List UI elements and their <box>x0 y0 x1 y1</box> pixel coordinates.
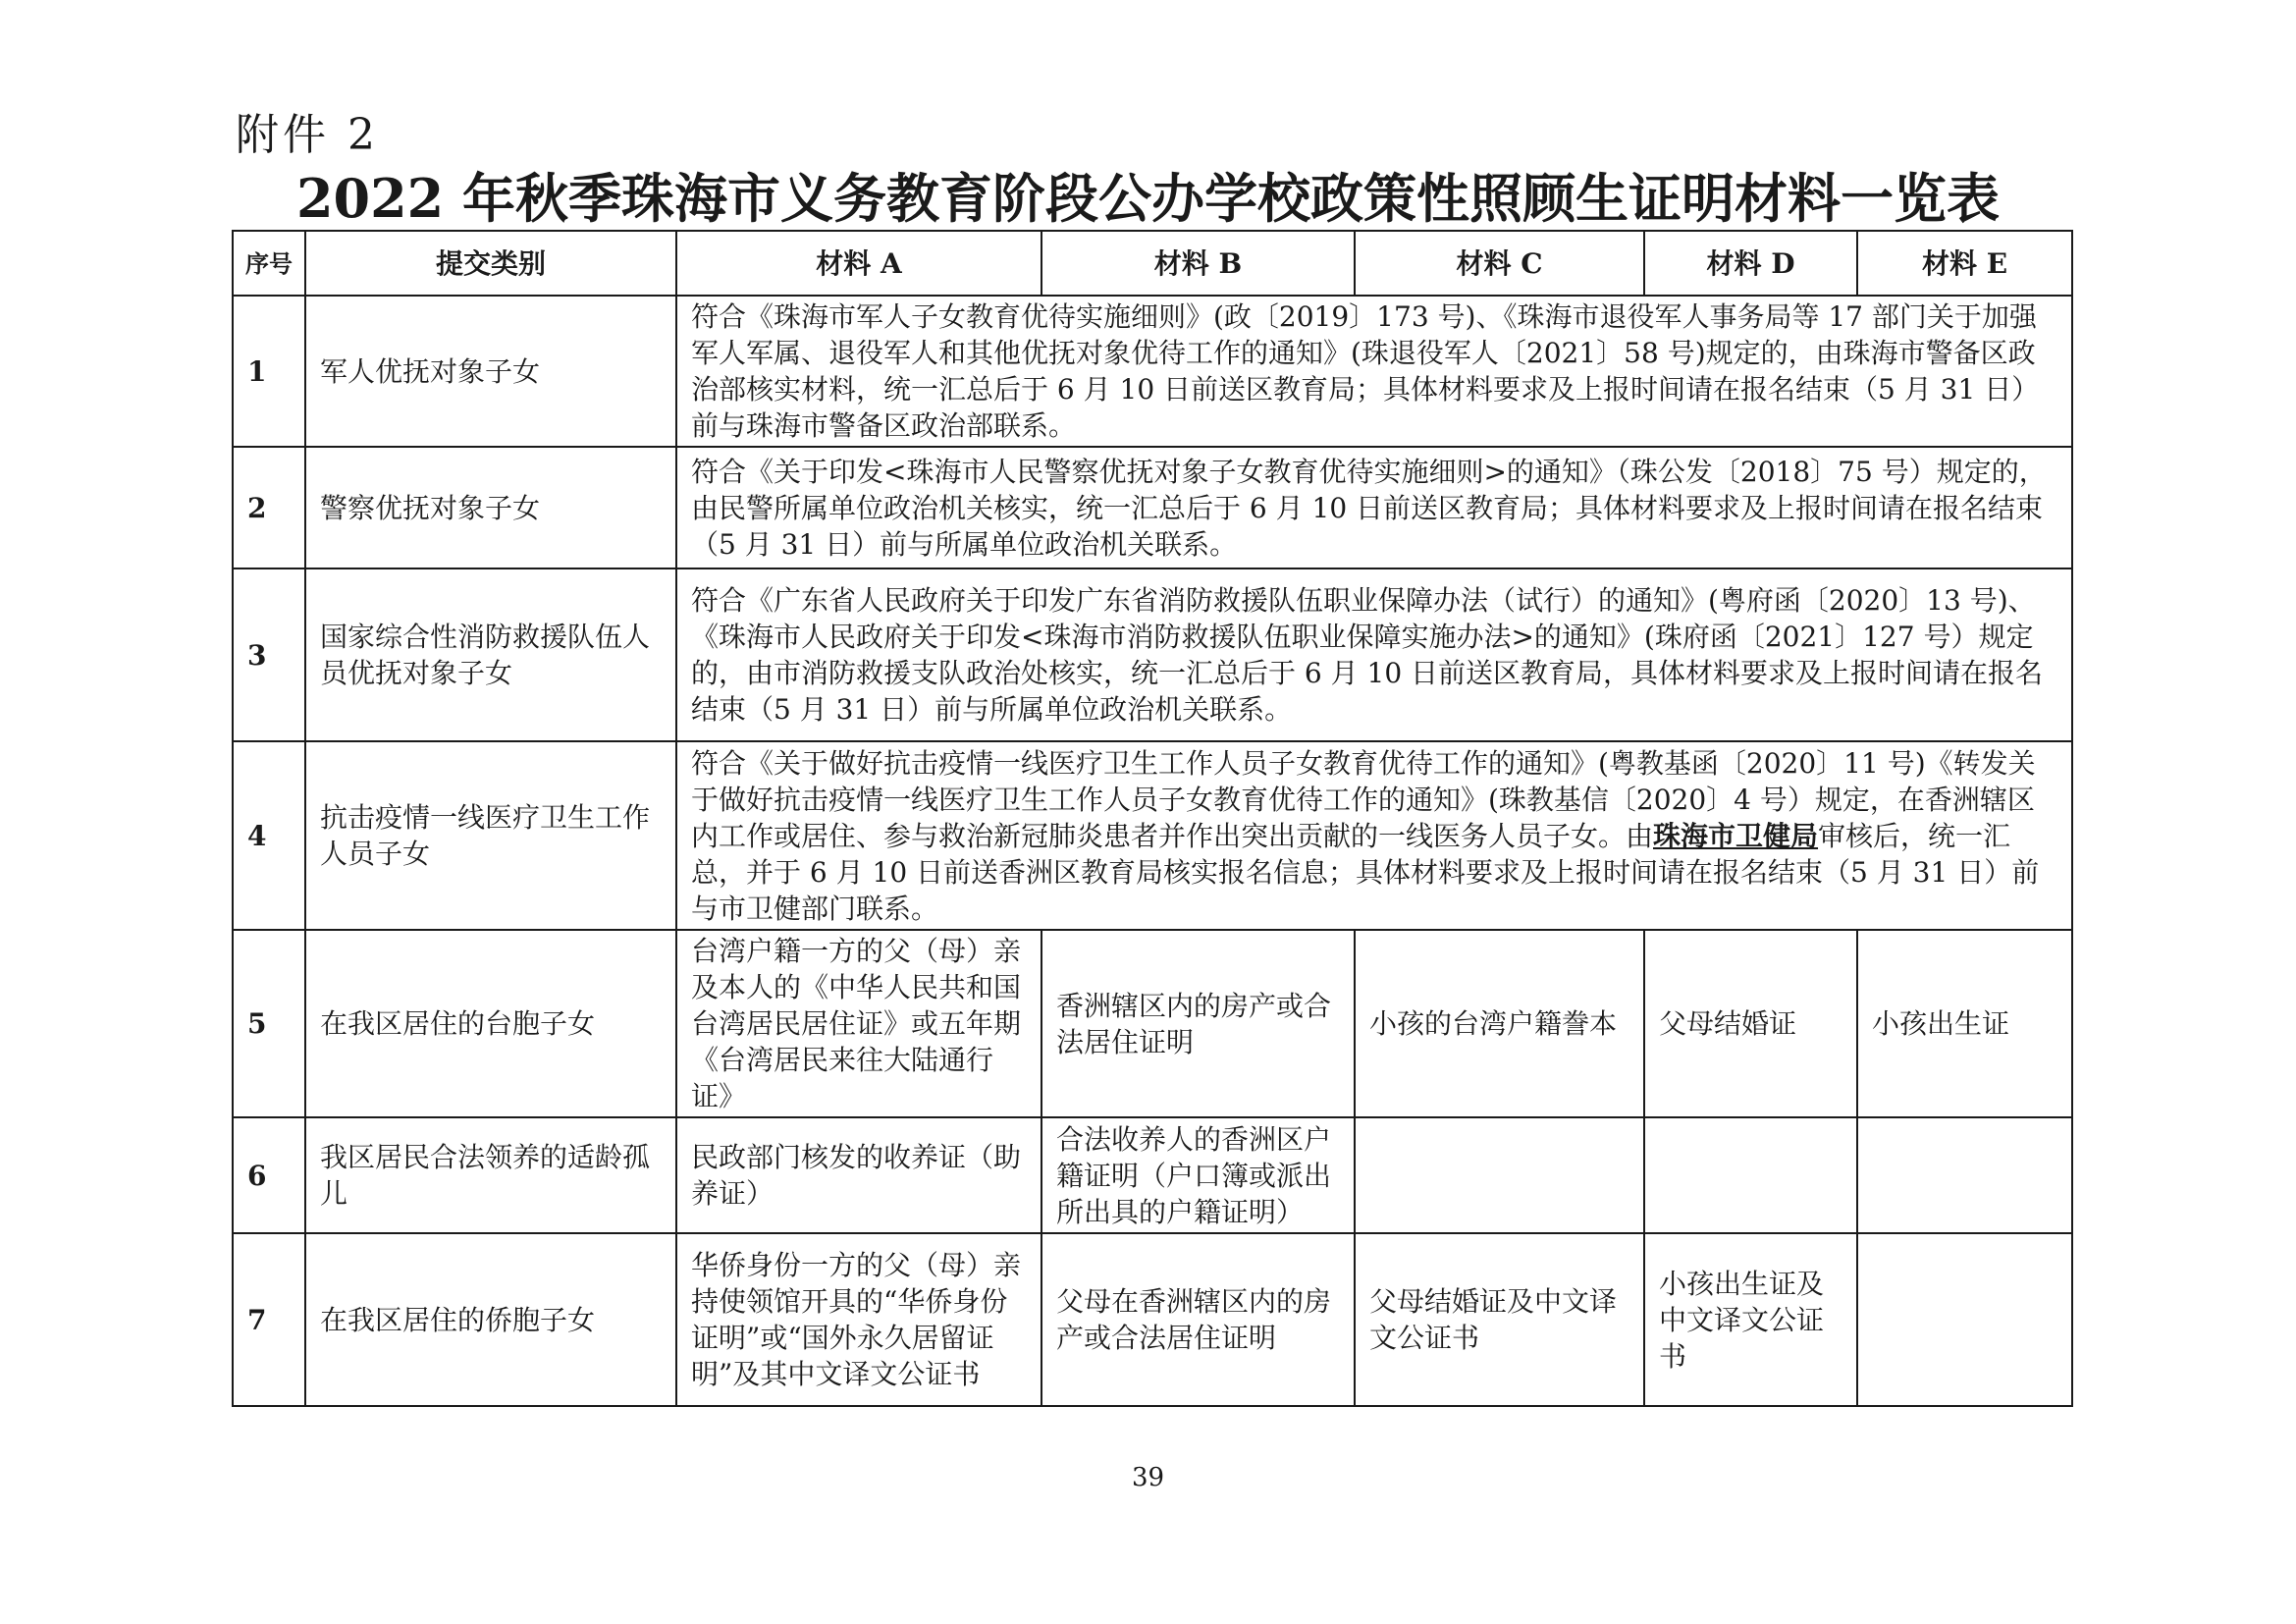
page-number: 39 <box>1131 1463 1165 1492</box>
table-row <box>233 296 2072 447</box>
row-number: 6 <box>233 1117 305 1233</box>
row-material-c <box>1355 1117 1644 1233</box>
row-number: 5 <box>233 930 305 1117</box>
header-material-e: 材料 E <box>1857 231 2072 296</box>
materials-table <box>232 230 2073 1407</box>
health-bureau-highlight: 珠海市卫健局 <box>1653 819 1819 852</box>
row-material-b: 香洲辖区内的房产或合法居住证明 <box>1041 930 1355 1117</box>
row-number: 4 <box>233 741 305 930</box>
header-material-a: 材料 A <box>676 231 1041 296</box>
row-material-a: 台湾户籍一方的父（母）亲及本人的《中华人民共和国台湾居民居住证》或五年期《台湾居民来往大陆通行证》 <box>676 930 1041 1117</box>
row-number: 1 <box>233 296 305 447</box>
row-number: 2 <box>233 447 305 568</box>
header-serial: 序号 <box>233 231 305 296</box>
row-category: 在我区居住的台胞子女 <box>305 930 676 1117</box>
table-row <box>233 741 2072 930</box>
row-number: 3 <box>233 568 305 741</box>
row-category: 国家综合性消防救援队伍人员优抚对象子女 <box>305 568 676 741</box>
table-row <box>233 447 2072 568</box>
table-row <box>233 1233 2072 1406</box>
table-row <box>233 1117 2072 1233</box>
combined-text-before: 符合《关于做好抗击疫情一线医疗卫生工作人员子女教育优待工作的通知》(粤教基函〔2020〕11 号)《转发关于做好抗击疫情一线医疗卫生工作人员子女教育优待工作的通知》(珠教基信〔2020〕4 号）规定，在香洲辖区内工作或居住、参与救治新冠肺炎患者并作出突出贡献的一线医务人员子女。由 <box>691 746 2036 852</box>
row-material-c: 父母结婚证及中文译文公证书 <box>1355 1233 1644 1406</box>
row-category: 军人优抚对象子女 <box>305 296 676 447</box>
header-material-d: 材料 D <box>1644 231 1857 296</box>
row-material-c: 小孩的台湾户籍誊本 <box>1355 930 1644 1117</box>
row-category: 在我区居住的侨胞子女 <box>305 1233 676 1406</box>
combined-text-after: 审核后，统一汇总，并于 6 月 10 日前送香洲区教育局核实报名信息；具体材料要求及上报时间请在报名结束（5 月 31 日）前与市卫健部门联系。 <box>691 819 2040 925</box>
table-row <box>233 568 2072 741</box>
row-material-d: 父母结婚证 <box>1644 930 1857 1117</box>
header-category: 提交类别 <box>305 231 676 296</box>
header-row <box>233 231 2072 296</box>
row-combined-materials: 符合《关于印发<珠海市人民警察优抚对象子女教育优待实施细则>的通知》（珠公发〔2018〕75 号）规定的，由民警所属单位政治机关核实，统一汇总后于 6 月 10 日前送区教育局；具体材料要求及上报时间请在报名结束（5 月 31 日）前与所属单位政治机关联系。 <box>676 447 2072 568</box>
row-material-a: 民政部门核发的收养证（助养证） <box>676 1117 1041 1233</box>
row-material-d <box>1644 1117 1857 1233</box>
row-material-e <box>1857 1117 2072 1233</box>
page-title: 2022 年秋季珠海市义务教育阶段公办学校政策性照顾生证明材料一览表 <box>295 167 2001 230</box>
row-material-a: 华侨身份一方的父（母）亲持使领馆开具的“华侨身份证明”或“国外永久居留证明”及其中文译文公证书 <box>676 1233 1041 1406</box>
row-category: 抗击疫情一线医疗卫生工作人员子女 <box>305 741 676 930</box>
row-material-b: 合法收养人的香洲区户籍证明（户口簿或派出所出具的户籍证明） <box>1041 1117 1355 1233</box>
row-combined-materials <box>676 741 2072 930</box>
row-material-b: 父母在香洲辖区内的房产或合法居住证明 <box>1041 1233 1355 1406</box>
row-material-e: 小孩出生证 <box>1857 930 2072 1117</box>
header-material-b: 材料 B <box>1041 231 1355 296</box>
row-category: 警察优抚对象子女 <box>305 447 676 568</box>
row-material-d: 小孩出生证及中文译文公证书 <box>1644 1233 1857 1406</box>
table-row <box>233 930 2072 1117</box>
row-number: 7 <box>233 1233 305 1406</box>
row-material-e <box>1857 1233 2072 1406</box>
attachment-label: 附件 2 <box>236 110 379 160</box>
row-combined-materials: 符合《广东省人民政府关于印发广东省消防救援队伍职业保障办法（试行）的通知》(粤府函〔2020〕13 号)、《珠海市人民政府关于印发<珠海市消防救援队伍职业保障实施办法>的通知》(珠府函〔2021〕127 号）规定的，由市消防救援支队政治处核实，统一汇总后于 6 月 10 日前送区教育局，具体材料要求及上报时间请在报名结束（5 月 31 日）前与所属单位政治机关联系。 <box>676 568 2072 741</box>
row-combined-materials: 符合《珠海市军人子女教育优待实施细则》(政〔2019〕173 号)、《珠海市退役军人事务局等 17 部门关于加强军人军属、退役军人和其他优抚对象优待工作的通知》(珠退役军人〔2021〕58 号)规定的，由珠海市警备区政治部核实材料，统一汇总后于 6 月 10 日前送区教育局；具体材料要求及上报时间请在报名结束（5 月 31 日）前与珠海市警备区政治部联系。 <box>676 296 2072 447</box>
header-material-c: 材料 C <box>1355 231 1644 296</box>
row-category: 我区居民合法领养的适龄孤儿 <box>305 1117 676 1233</box>
